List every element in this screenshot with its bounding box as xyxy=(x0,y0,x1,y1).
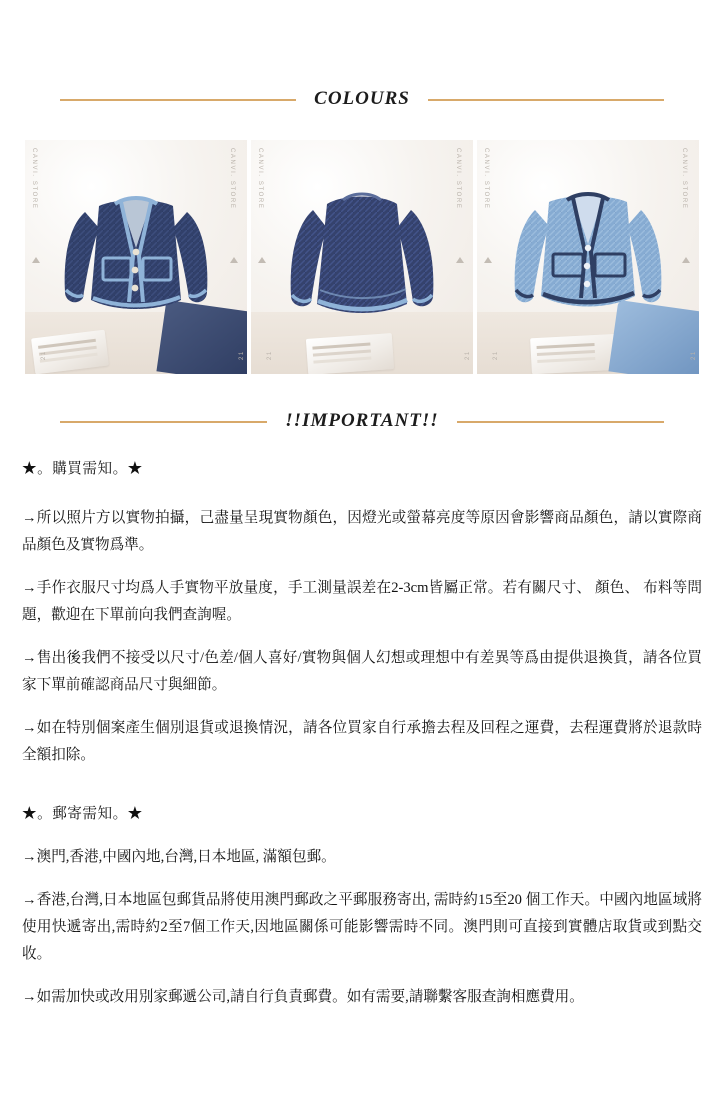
watermark-number: 21 xyxy=(41,350,47,360)
navy-open-cardigan-illustration xyxy=(25,140,247,374)
triangle-icon xyxy=(484,257,492,263)
triangle-icon xyxy=(230,257,238,263)
shipping-notice-item: →香港,台灣,日本地區包郵貨品將使用澳門郵政之平郵服務寄出, 需時約15至20 個工作天。中國內地區域將使用快遞寄出,需時約2至7個工作天,因地區關係可能影響需時不同。澳門則可直接到實體店取貨或到點交收。 xyxy=(22,891,702,962)
purchase-notice-item: →所以照片方以實物拍攝，己盡量呈現實物顏色，因燈光或螢幕亮度等原因會影響商品顏色，請以實際商品顏色及實物爲準。 xyxy=(22,509,702,553)
product-photo-1[interactable] xyxy=(25,140,247,374)
watermark-left-3 xyxy=(481,140,497,374)
watermark-number: 21 xyxy=(267,350,273,360)
product-photo-2[interactable] xyxy=(251,140,473,374)
notices-content xyxy=(22,456,702,1011)
colour-photo-row xyxy=(0,140,724,374)
watermark-number: 21 xyxy=(691,350,697,360)
purchase-notice-heading: ★。購買需知。★ xyxy=(22,461,143,477)
shipping-notice-item: →如需加快或改用別家郵遞公司,請自行負責郵費。如有需要,請聯繫客服查詢相應費用。 xyxy=(22,988,584,1005)
colours-title: COLOURS xyxy=(296,88,428,110)
product-description-page xyxy=(0,88,724,1112)
watermark-number: 21 xyxy=(465,350,471,360)
watermark-number: 21 xyxy=(493,350,499,360)
important-title: !!IMPORTANT!! xyxy=(267,410,456,432)
watermark-text: CANVI. STORE xyxy=(257,148,263,210)
light-blue-open-cardigan-illustration xyxy=(477,140,699,374)
shipping-notice-heading: ★。郵寄需知。★ xyxy=(22,805,143,822)
watermark-text: CANVI. STORE xyxy=(229,148,235,210)
watermark-left-1 xyxy=(29,140,45,374)
triangle-icon xyxy=(32,257,40,263)
navy-cardigan-back-illustration xyxy=(251,140,473,374)
watermark-text: CANVI. STORE xyxy=(483,148,489,210)
triangle-icon xyxy=(258,257,266,263)
colours-section-heading xyxy=(0,88,724,110)
watermark-number: 21 xyxy=(239,350,245,360)
triangle-icon xyxy=(682,257,690,263)
important-section-heading xyxy=(0,410,724,432)
purchase-notice-item: →如在特別個案產生個別退貨或退換情況，請各位買家自行承擔去程及回程之運費，去程運費將於退款時全額扣除。 xyxy=(22,719,702,763)
watermark-right-2 xyxy=(453,140,469,374)
purchase-notice-item: →手作衣服尺寸均爲人手實物平放量度，手工測量誤差在2-3cm皆屬正常。若有關尺寸、 顏色、 布料等問題，歡迎在下單前向我們查詢喔。 xyxy=(22,579,702,623)
watermark-left-2 xyxy=(255,140,271,374)
triangle-icon xyxy=(456,257,464,263)
watermark-right-3 xyxy=(679,140,695,374)
watermark-text: CANVI. STORE xyxy=(681,148,687,210)
watermark-right-1 xyxy=(227,140,243,374)
product-photo-3[interactable] xyxy=(477,140,699,374)
shipping-notice-item: →澳門,香港,中國內地,台灣,日本地區, 滿額包郵。 xyxy=(22,848,336,865)
watermark-text: CANVI. STORE xyxy=(455,148,461,210)
purchase-notice-item: →售出後我們不接受以尺寸/色差/個人喜好/實物與個人幻想或理想中有差異等爲由提供退換貨，請各位買家下單前確認商品尺寸與細節。 xyxy=(22,649,702,693)
watermark-text: CANVI. STORE xyxy=(31,148,37,210)
